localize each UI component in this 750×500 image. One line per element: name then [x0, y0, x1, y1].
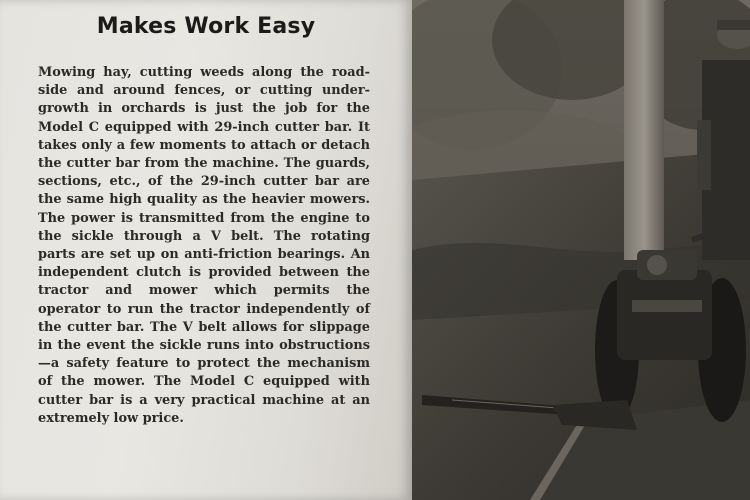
article-heading: Makes Work Easy: [96, 14, 316, 39]
tractor-photo: [412, 0, 750, 500]
utility-pole: [624, 0, 664, 260]
article-body: Mowing hay, cutting weeds along the roadside and around fences, or cutting undergrowth in orchards is just the job for the Model C equipped with 29-inch cutter bar. It takes only a few moments to attach or detach the cutter bar from the machine. The guards, sections, etc., of the 29-inch cutter bar are the same high quality as the heavier mowers. The power is transmitted from the engine to the sickle through a V belt. The rotating parts are set up on anti-friction bearings. An independent clutch is provided between the tractor and mower which permits the operator to run the tractor independently of the cutter bar. The V belt allows for slippage in the event the sickle runs into obstructions—a safety feature to protect the mechanism of the mower. The Model C equipped with cutter bar is a very practical machine at an extremely low price.: [38, 65, 370, 426]
